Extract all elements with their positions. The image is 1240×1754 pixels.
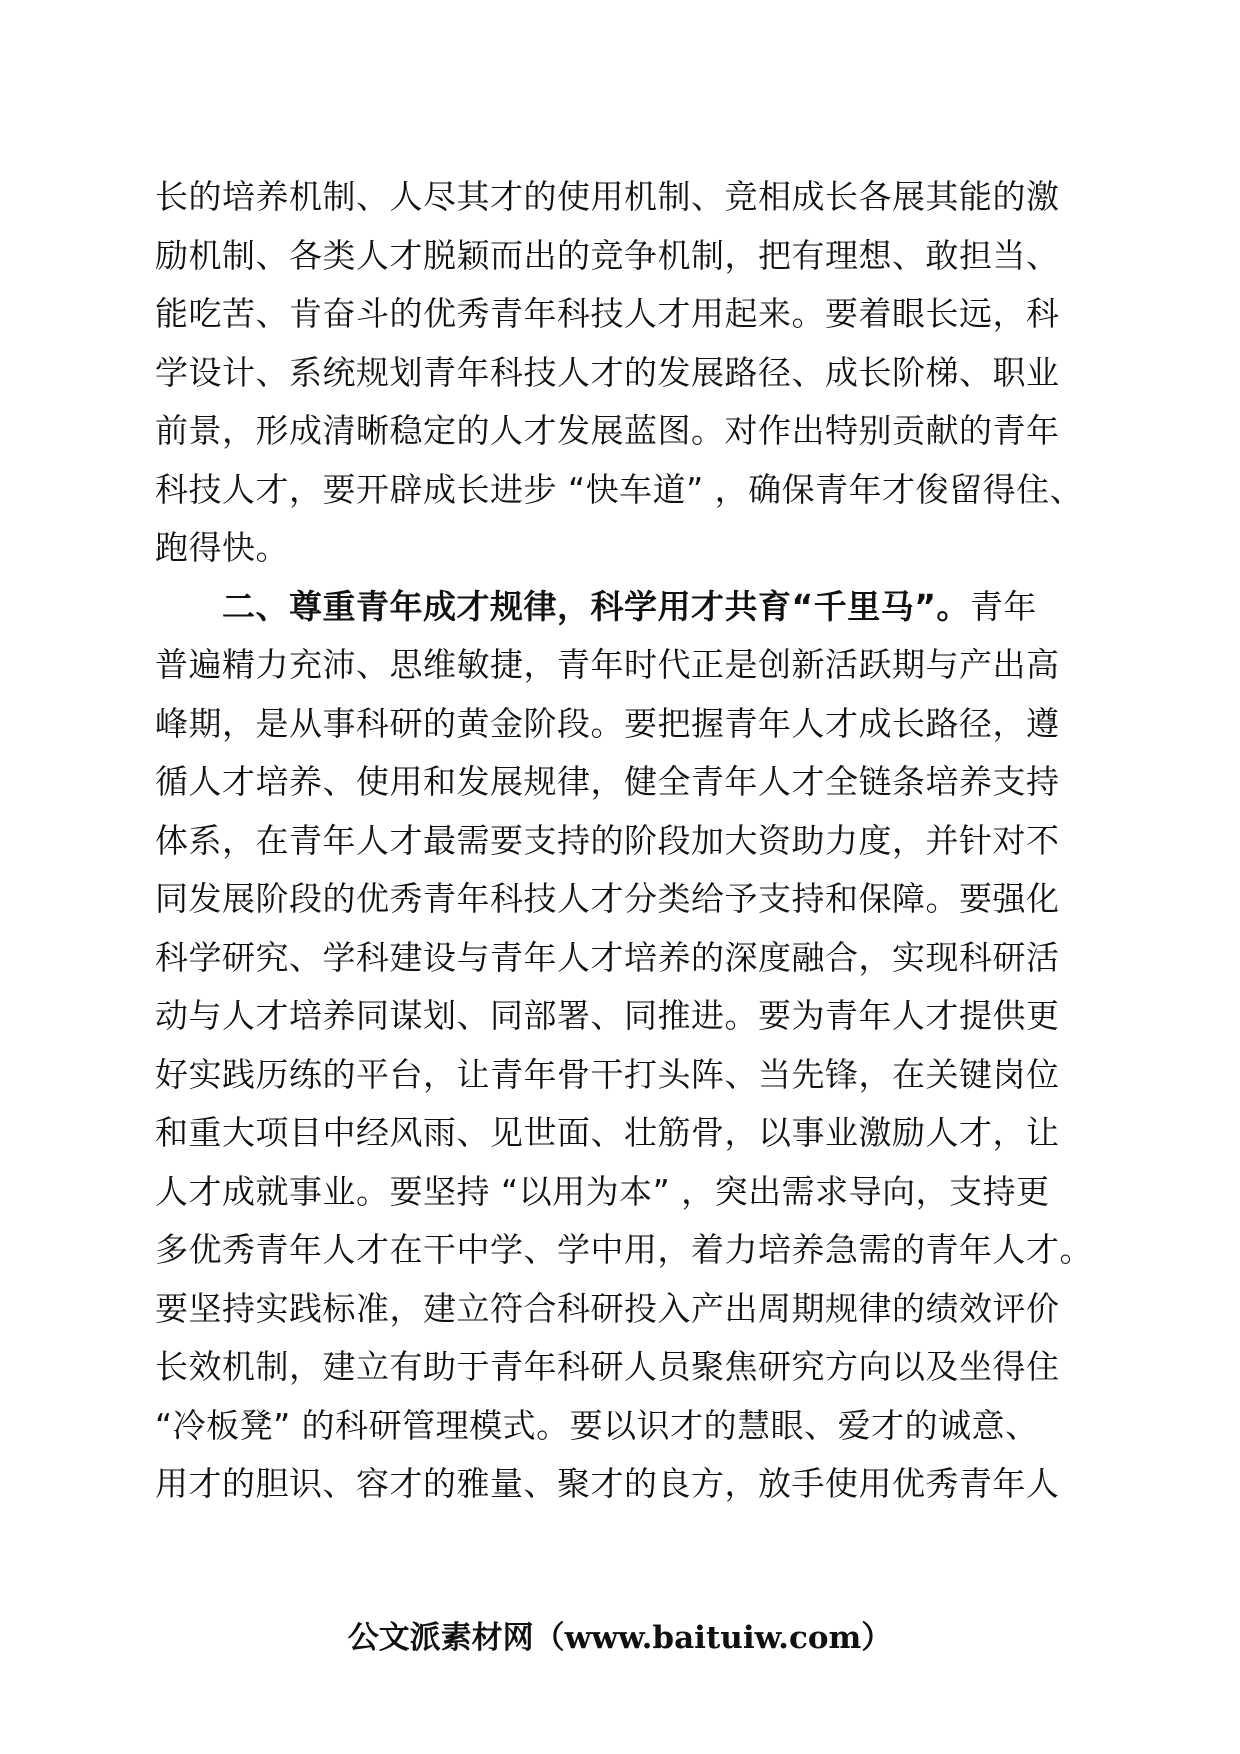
text-line: 长的培养机制、人尽其才的使用机制、竞相成长各展其能的激 bbox=[155, 177, 1060, 216]
text-line: 同发展阶段的优秀青年科技人才分类给予支持和保障。要强化 bbox=[155, 879, 1060, 918]
text-line: 人才成就事业。要坚持 “以用为本” ，突出需求导向，支持更 bbox=[155, 1171, 1050, 1211]
text-line: 好实践历练的平台，让青年骨干打头阵、当先锋，在关键岗位 bbox=[155, 1054, 1060, 1094]
section-heading-line bbox=[155, 578, 1095, 637]
text-line: 学设计、系统规划青年科技人才的发展路径、成长阶梯、职业 bbox=[155, 352, 1060, 392]
section-heading: 二、尊重青年成才规律，科学用才共育“千里马”。 bbox=[222, 586, 970, 626]
text-line: 要坚持实践标准，建立符合科研投入产出周期规律的绩效评价 bbox=[155, 1288, 1060, 1328]
text-line: 体系，在青年人才最需要支持的阶段加大资助力度，并针对不 bbox=[155, 820, 1060, 860]
document-body bbox=[155, 168, 1095, 1514]
text-line: 科学研究、学科建设与青年人才培养的深度融合，实现科研活 bbox=[155, 937, 1060, 977]
text-line: 跑得快。 bbox=[155, 528, 289, 567]
text-line: 长效机制，建立有助于青年科研人员聚焦研究方向以及坐得住 bbox=[155, 1347, 1060, 1386]
text-line: 循人才培养、使用和发展规律，健全青年人才全链条培养支持 bbox=[155, 762, 1060, 801]
text-line: 前景，形成清晰稳定的人才发展蓝图。对作出特别贡献的青年 bbox=[155, 411, 1060, 450]
indent bbox=[155, 587, 222, 626]
text-line: 励机制、各类人才脱颖而出的竞争机制，把有理想、敢担当、 bbox=[155, 235, 1060, 275]
text-line: 用才的胆识、容才的雅量、聚才的良方，放手使用优秀青年人 bbox=[155, 1464, 1060, 1503]
text-line: “冷板凳” 的科研管理模式。要以识才的慧眼、爱才的诚意、 bbox=[155, 1405, 1039, 1445]
text-line: 普遍精力充沛、思维敏捷，青年时代正是创新活跃期与产出高 bbox=[155, 645, 1060, 684]
text-line: 峰期，是从事科研的黄金阶段。要把握青年人才成长路径，遵 bbox=[155, 703, 1060, 743]
footer-watermark: 公文派素材网（www.baituiw.com） bbox=[347, 1620, 893, 1656]
text-run: 青年 bbox=[969, 586, 1037, 626]
text-line: 动与人才培养同谋划、同部署、同推进。要为青年人才提供更 bbox=[155, 996, 1060, 1035]
text-line: 科技人才，要开辟成长进步 “快车道” ，确保青年才俊留得住、 bbox=[155, 469, 1084, 509]
text-line: 多优秀青年人才在干中学、学中用，着力培养急需的青年人才。 bbox=[155, 1230, 1093, 1269]
text-line: 能吃苦、肯奋斗的优秀青年科技人才用起来。要着眼长远，科 bbox=[155, 294, 1060, 333]
text-line: 和重大项目中经风雨、见世面、壮筋骨，以事业激励人才，让 bbox=[155, 1113, 1060, 1152]
